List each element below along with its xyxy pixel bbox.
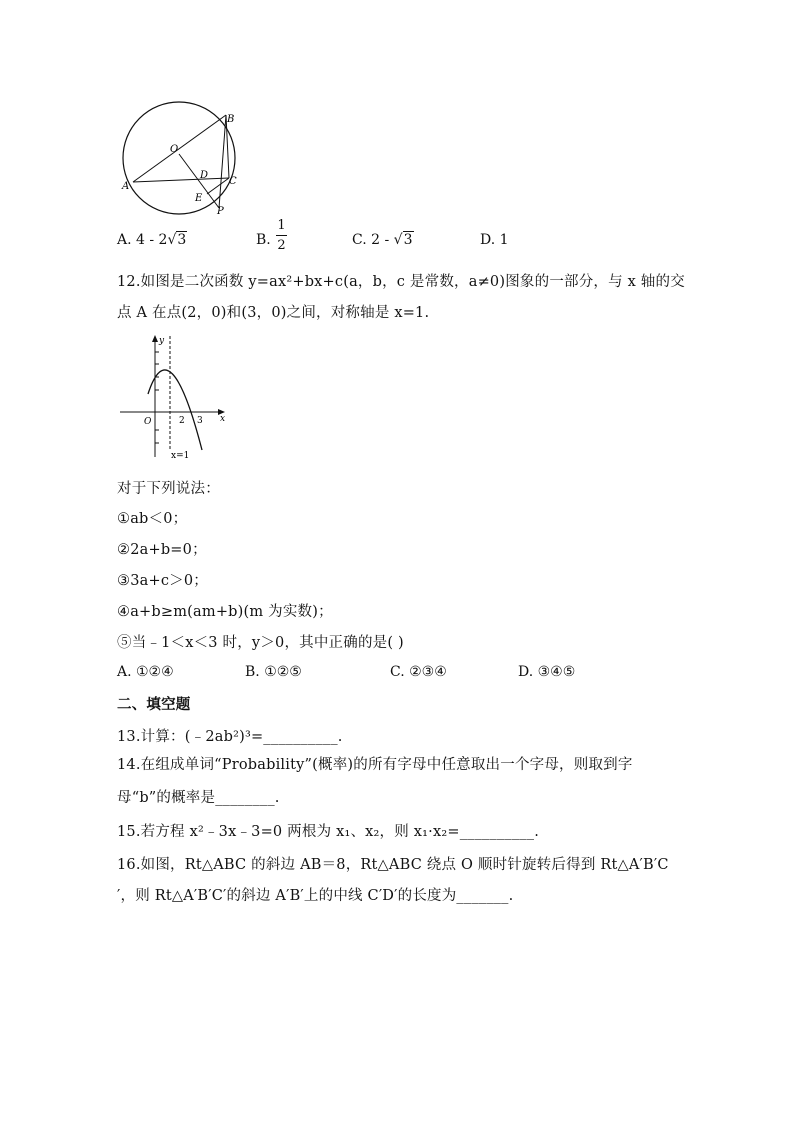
q11-option-b-label: B. — [256, 232, 271, 248]
q11-option-a-radicand: 3 — [177, 232, 187, 248]
parabola-graph — [118, 332, 233, 460]
q12-item-4: ④a+b≥m(am+b)(m 为实数)； — [117, 604, 333, 620]
section-heading: 二、填空题 — [117, 696, 191, 713]
fraction-denominator: 2 — [277, 238, 286, 253]
q14-line2: 母“b”的概率是________. — [117, 790, 280, 806]
parabola-curve — [148, 370, 202, 450]
q12-option-b: B. ①②⑤ — [245, 664, 302, 680]
q12-item-1: ①ab＜0； — [117, 511, 188, 527]
segment-AB — [133, 115, 226, 182]
q12-item-3: ③3a+c＞0； — [117, 573, 208, 589]
label-E: E — [195, 193, 203, 204]
q12-item-2: ②2a+b=0； — [117, 542, 207, 558]
label-B: B — [227, 114, 235, 125]
circle-geometry-figure — [115, 100, 250, 220]
q12-prompt: 对于下列说法： — [117, 481, 220, 497]
label-symmetry: x=1 — [171, 451, 190, 460]
label-C: C — [229, 176, 237, 187]
q11-option-d: D. 1 — [480, 232, 509, 248]
label-D: D — [200, 170, 209, 181]
q11-option-c — [352, 232, 414, 248]
circle — [123, 102, 235, 214]
q13: 13.计算：(﹣2ab²)³=__________. — [117, 729, 343, 745]
segment-EC — [207, 178, 229, 194]
q12-option-d: D. ③④⑤ — [518, 664, 576, 680]
segment-AC — [133, 178, 229, 182]
q11-option-c-text: C. 2 - — [352, 232, 394, 248]
q16-line1: 16.如图，Rt△ABC 的斜边 AB＝8，Rt△ABC 绕点 O 顺时针旋转后得到 Rt△A′B′C — [117, 857, 669, 873]
q11-option-b-fraction — [276, 218, 287, 253]
label-two: 2 — [179, 416, 185, 426]
q14-line1: 14.在组成单词“Probability”(概率)的所有字母中任意取出一个字母，则取到字 — [117, 757, 633, 773]
label-O: O — [170, 144, 179, 155]
label-x: x — [220, 414, 226, 424]
q16-line2: ′，则 Rt△A′B′C′的斜边 A′B′上的中线 C′D′的长度为_______. — [117, 888, 514, 904]
q12-option-a: A. ①②④ — [117, 664, 174, 680]
label-A: A — [122, 181, 130, 192]
sqrt-symbol: √ — [393, 232, 403, 248]
q11-option-a-text: A. 4 - 2 — [117, 232, 168, 248]
label-P: P — [217, 206, 224, 217]
q11-option-c-radicand: 3 — [403, 232, 413, 248]
fraction-numerator: 1 — [277, 218, 286, 233]
label-y: y — [159, 336, 165, 346]
label-three: 3 — [197, 416, 203, 426]
q15: 15.若方程 x²﹣3x﹣3=0 两根为 x₁、x₂，则 x₁·x₂=__________. — [117, 824, 540, 840]
fraction-bar — [276, 235, 287, 236]
label-origin: O — [144, 417, 152, 427]
sqrt-symbol: √ — [167, 232, 177, 248]
y-axis-arrow — [152, 335, 158, 342]
q12-item-5: ⑤当﹣1＜x＜3 时，y＞0，其中正确的是( ) — [117, 635, 404, 651]
q12-line1: 12.如图是二次函数 y=ax²+bx+c(a，b，c 是常数，a≠0)图象的一部分，与 x 轴的交 — [117, 274, 685, 290]
q11-option-a — [117, 232, 187, 248]
q12-line2: 点 A 在点(2，0)和(3，0)之间，对称轴是 x=1. — [117, 305, 430, 321]
q12-option-c: C. ②③④ — [390, 664, 447, 680]
